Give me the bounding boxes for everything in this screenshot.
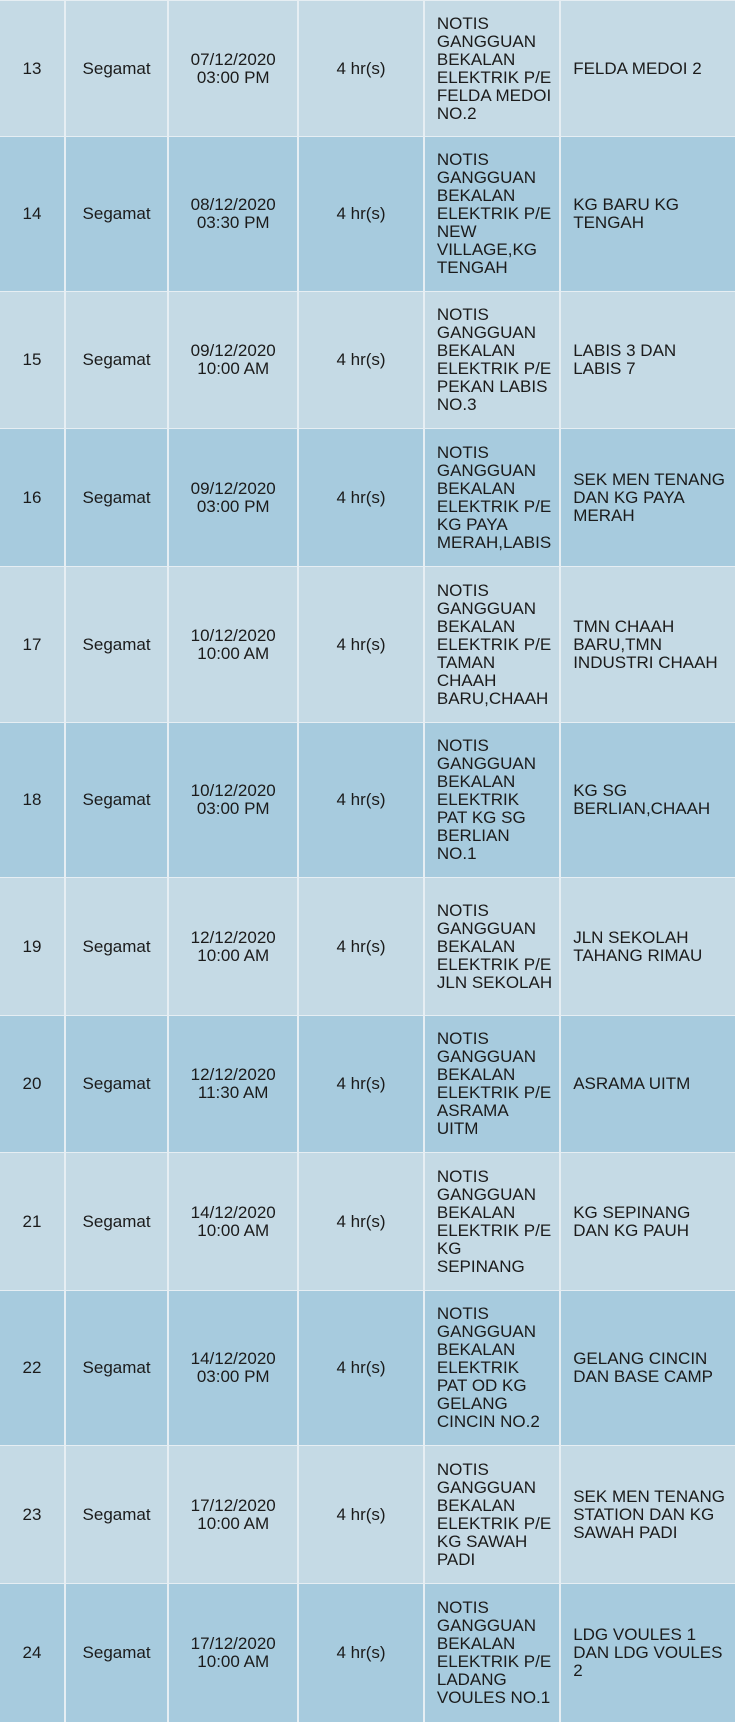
row-datetime <box>167 0 297 136</box>
row-time: 10:00 AM <box>197 643 270 663</box>
row-notice-title: NOTIS GANGGUAN BEKALAN ELEKTRIK P/E TAMAN CHAAH BARU,CHAAH <box>423 566 559 722</box>
row-notice-title: NOTIS GANGGUAN BEKALAN ELEKTRIK P/E LADANG VOULES NO.1 <box>423 1583 559 1722</box>
row-number: 16 <box>0 428 64 566</box>
table-row <box>0 877 735 1015</box>
row-number: 13 <box>0 0 64 136</box>
row-duration: 4 hr(s) <box>297 566 423 722</box>
row-datetime <box>167 877 297 1015</box>
table-row <box>0 722 735 877</box>
row-area: Segamat <box>64 428 167 566</box>
row-date: 09/12/2020 <box>190 478 276 498</box>
row-number: 22 <box>0 1290 64 1445</box>
row-notice-title: NOTIS GANGGUAN BEKALAN ELEKTRIK P/E KG SEPINANG <box>423 1152 559 1290</box>
row-time: 10:00 AM <box>197 1513 270 1533</box>
row-notice-title: NOTIS GANGGUAN BEKALAN ELEKTRIK P/E ASRAMA UITM <box>423 1015 559 1152</box>
row-area: Segamat <box>64 566 167 722</box>
row-area: Segamat <box>64 1152 167 1290</box>
row-notice-title: NOTIS GANGGUAN BEKALAN ELEKTRIK P/E PEKAN LABIS NO.3 <box>423 291 559 428</box>
row-duration: 4 hr(s) <box>297 1583 423 1722</box>
row-time: 03:30 PM <box>196 213 270 232</box>
row-time: 10:00 AM <box>197 359 270 378</box>
row-location: SEK MEN TENANG STATION DAN KG SAWAH PADI <box>559 1445 735 1583</box>
row-notice-title: NOTIS GANGGUAN BEKALAN ELEKTRIK PAT KG SG BERLIAN NO.1 <box>423 722 559 877</box>
row-number: 17 <box>0 566 64 722</box>
table-row <box>0 1152 735 1290</box>
row-datetime <box>167 1015 297 1152</box>
row-time: 03:00 PM <box>196 799 270 818</box>
row-notice-title: NOTIS GANGGUAN BEKALAN ELEKTRIK P/E KG PAYA MERAH,LABIS <box>423 428 559 566</box>
row-datetime <box>167 1445 297 1583</box>
row-duration: 4 hr(s) <box>297 291 423 428</box>
row-location: FELDA MEDOI 2 <box>559 0 735 136</box>
row-notice-title: NOTIS GANGGUAN BEKALAN ELEKTRIK P/E JLN SEKOLAH <box>423 877 559 1015</box>
row-duration: 4 hr(s) <box>297 428 423 566</box>
table-row <box>0 1290 735 1445</box>
row-datetime <box>167 722 297 877</box>
row-date: 14/12/2020 <box>190 1349 276 1368</box>
row-notice-title: NOTIS GANGGUAN BEKALAN ELEKTRIK P/E FELDA MEDOI NO.2 <box>423 0 559 136</box>
row-date: 10/12/2020 <box>190 625 276 645</box>
row-area: Segamat <box>64 0 167 136</box>
row-duration: 4 hr(s) <box>297 877 423 1015</box>
row-duration: 4 hr(s) <box>297 1015 423 1152</box>
row-date: 17/12/2020 <box>190 1634 276 1653</box>
row-datetime <box>167 428 297 566</box>
row-time: 03:00 PM <box>196 1367 270 1386</box>
row-area: Segamat <box>64 1583 167 1722</box>
row-time: 10:00 AM <box>197 1220 270 1240</box>
row-number: 18 <box>0 722 64 877</box>
row-number: 20 <box>0 1015 64 1152</box>
row-date: 17/12/2020 <box>190 1495 276 1515</box>
row-location: JLN SEKOLAH TAHANG RIMAU <box>559 877 735 1015</box>
row-duration: 4 hr(s) <box>297 722 423 877</box>
table-row <box>0 291 735 428</box>
row-number: 24 <box>0 1583 64 1722</box>
row-date: 12/12/2020 <box>190 927 276 947</box>
row-location: LDG VOULES 1 DAN LDG VOULES 2 <box>559 1583 735 1722</box>
row-date: 14/12/2020 <box>190 1202 276 1222</box>
row-location: TMN CHAAH BARU,TMN INDUSTRI CHAAH <box>559 566 735 722</box>
row-notice-title: NOTIS GANGGUAN BEKALAN ELEKTRIK P/E KG SAWAH PADI <box>423 1445 559 1583</box>
row-number: 21 <box>0 1152 64 1290</box>
row-area: Segamat <box>64 1445 167 1583</box>
row-number: 14 <box>0 136 64 291</box>
row-duration: 4 hr(s) <box>297 136 423 291</box>
row-date: 10/12/2020 <box>190 781 276 800</box>
row-number: 15 <box>0 291 64 428</box>
row-date: 07/12/2020 <box>190 49 276 69</box>
row-area: Segamat <box>64 136 167 291</box>
row-location: KG SG BERLIAN,CHAAH <box>559 722 735 877</box>
row-datetime <box>167 136 297 291</box>
row-area: Segamat <box>64 1290 167 1445</box>
row-area: Segamat <box>64 877 167 1015</box>
row-datetime <box>167 1583 297 1722</box>
row-datetime <box>167 291 297 428</box>
row-area: Segamat <box>64 722 167 877</box>
row-duration: 4 hr(s) <box>297 1445 423 1583</box>
row-area: Segamat <box>64 291 167 428</box>
row-area: Segamat <box>64 1015 167 1152</box>
row-datetime <box>167 1152 297 1290</box>
row-duration: 4 hr(s) <box>297 1152 423 1290</box>
row-date: 08/12/2020 <box>190 195 276 214</box>
row-location: KG SEPINANG DAN KG PAUH <box>559 1152 735 1290</box>
table-row <box>0 428 735 566</box>
row-date: 12/12/2020 <box>190 1065 276 1084</box>
row-location: SEK MEN TENANG DAN KG PAYA MERAH <box>559 428 735 566</box>
row-datetime <box>167 566 297 722</box>
table-row <box>0 136 735 291</box>
row-date: 09/12/2020 <box>190 341 276 360</box>
row-duration: 4 hr(s) <box>297 1290 423 1445</box>
table-row <box>0 1015 735 1152</box>
row-number: 19 <box>0 877 64 1015</box>
row-time: 10:00 AM <box>197 1652 270 1671</box>
row-time: 03:00 PM <box>196 67 270 87</box>
row-number: 23 <box>0 1445 64 1583</box>
row-location: LABIS 3 DAN LABIS 7 <box>559 291 735 428</box>
table-row <box>0 566 735 722</box>
row-location: ASRAMA UITM <box>559 1015 735 1152</box>
table-row <box>0 0 735 136</box>
row-duration: 4 hr(s) <box>297 0 423 136</box>
row-location: GELANG CINCIN DAN BASE CAMP <box>559 1290 735 1445</box>
row-location: KG BARU KG TENGAH <box>559 136 735 291</box>
row-notice-title: NOTIS GANGGUAN BEKALAN ELEKTRIK P/E NEW VILLAGE,KG TENGAH <box>423 136 559 291</box>
row-time: 10:00 AM <box>197 945 270 965</box>
row-time: 03:00 PM <box>196 496 270 516</box>
row-notice-title: NOTIS GANGGUAN BEKALAN ELEKTRIK PAT OD KG GELANG CINCIN NO.2 <box>423 1290 559 1445</box>
table-row <box>0 1445 735 1583</box>
table-row <box>0 1583 735 1722</box>
row-datetime <box>167 1290 297 1445</box>
row-time: 11:30 AM <box>197 1083 269 1102</box>
